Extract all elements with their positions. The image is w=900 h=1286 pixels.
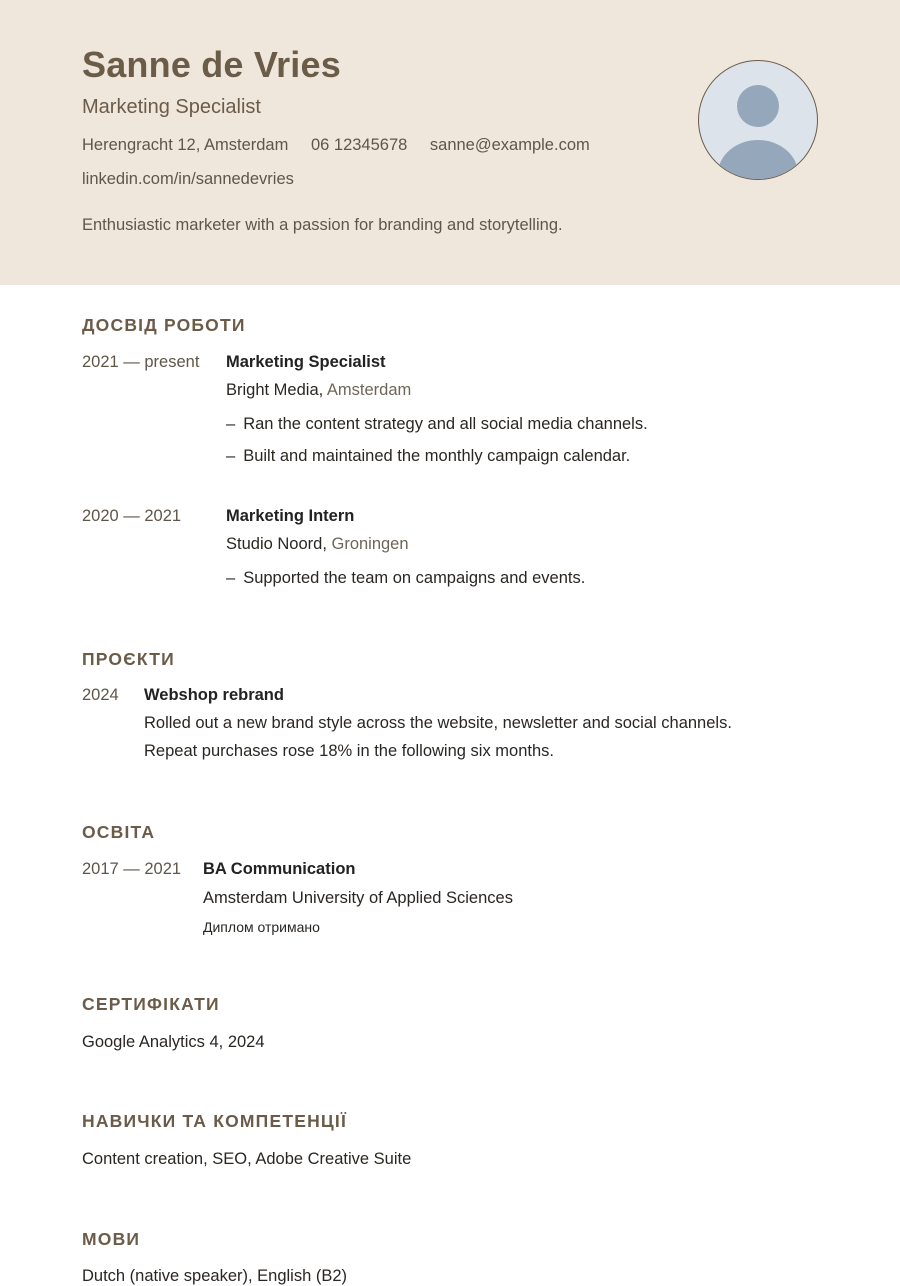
dash-icon: – (226, 415, 236, 433)
linkedin-link[interactable]: linkedin.com/in/sannedevries (82, 170, 294, 188)
experience-title: Marketing Specialist (226, 353, 386, 371)
experience-org: Bright Media, Amsterdam (226, 381, 412, 399)
experience-org: Studio Noord, Groningen (226, 535, 409, 553)
experience-dates: 2021 — present (82, 353, 200, 371)
education-school: Amsterdam University of Applied Sciences (203, 889, 513, 907)
email[interactable]: sanne@example.com (429, 136, 590, 154)
section-title-education: ОСВІТА (82, 822, 156, 842)
education-dates: 2017 — 2021 (82, 860, 182, 878)
address: Herengracht 12, Amsterdam (82, 136, 289, 154)
certificates-text: Google Analytics 4, 2024 (82, 1033, 265, 1051)
dash-icon: – (226, 447, 236, 465)
bullet-text: Ran the content strategy and all social media channels. (243, 415, 648, 433)
experience-bullet (226, 447, 630, 466)
project-year: 2024 (82, 686, 119, 704)
education-degree: BA Communication (203, 860, 356, 878)
section-title-skills: НАВИЧКИ ТА КОМПЕТЕНЦІЇ (82, 1111, 347, 1131)
profile-summary: Enthusiastic marketer with a passion for branding and storytelling. (82, 216, 563, 234)
languages-text: Dutch (native speaker), English (B2) (82, 1267, 348, 1285)
section-title-experience: ДОСВІД РОБОТИ (82, 315, 246, 335)
section-title-languages: МОВИ (82, 1229, 141, 1249)
experience-bullet (226, 415, 648, 434)
candidate-role: Marketing Specialist (82, 96, 261, 118)
project-description-line: Rolled out a new brand style across the website, newsletter and social channels. (144, 714, 732, 732)
project-title: Webshop rebrand (144, 686, 284, 704)
company-city: Groningen (331, 535, 409, 553)
avatar-placeholder-icon (699, 61, 817, 179)
project-description-line: Repeat purchases rose 18% in the following six months. (144, 742, 554, 760)
bullet-text: Supported the team on campaigns and events. (243, 569, 586, 587)
phone: 06 12345678 (310, 136, 408, 154)
contact-line (82, 136, 608, 155)
education-note: Диплом отримано (203, 919, 320, 935)
section-title-projects: ПРОЄКТИ (82, 649, 175, 669)
experience-title: Marketing Intern (226, 507, 355, 525)
company-city: Amsterdam (326, 381, 412, 399)
section-title-certificates: СЕРТИФІКАТИ (82, 994, 220, 1014)
company-name: Bright Media (226, 381, 319, 399)
resume-header (0, 0, 900, 285)
candidate-name: Sanne de Vries (82, 44, 341, 85)
skills-text: Content creation, SEO, Adobe Creative Suite (82, 1150, 412, 1168)
dash-icon: – (226, 569, 236, 587)
bullet-text: Built and maintained the monthly campaign calendar. (243, 447, 631, 465)
experience-bullet (226, 569, 585, 588)
company-name: Studio Noord (226, 535, 323, 553)
avatar (698, 60, 818, 180)
experience-dates: 2020 — 2021 (82, 507, 182, 525)
